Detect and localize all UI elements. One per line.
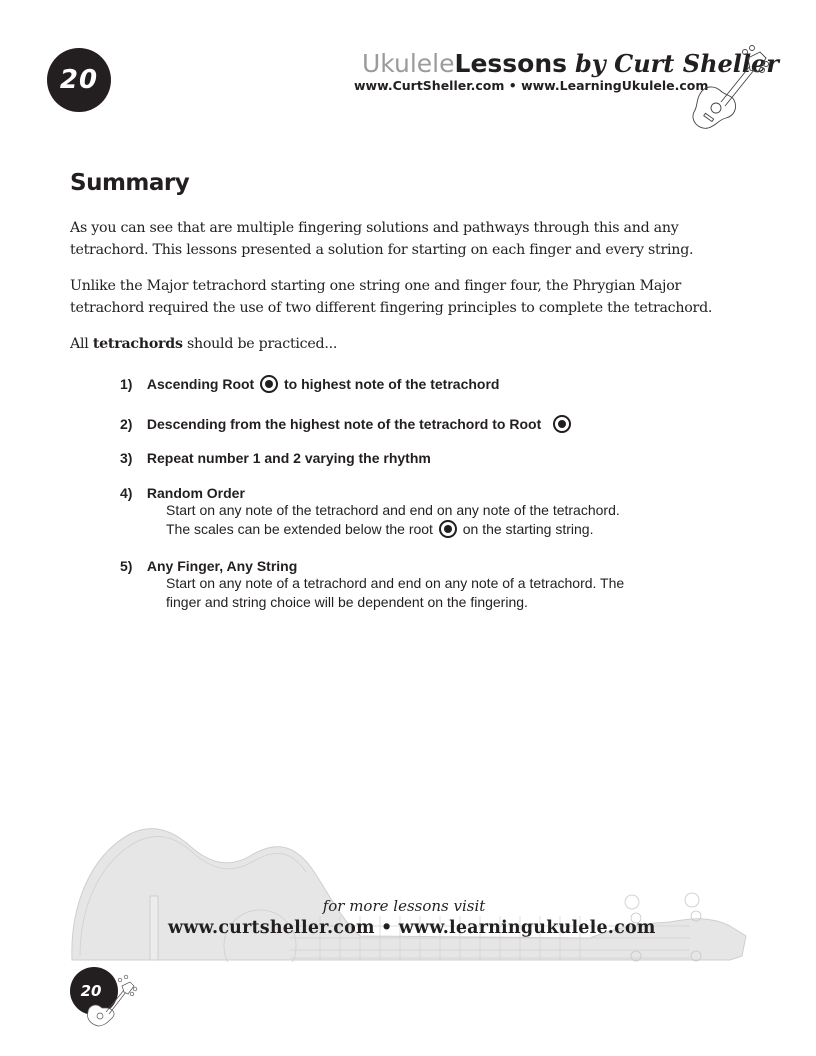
item-label: Any Finger, Any String — [146, 558, 298, 574]
list-item — [120, 558, 624, 612]
item-label-continued: to highest note of the tetrachord — [284, 376, 500, 392]
item-label: Random Order — [146, 485, 245, 501]
item-number: 5) — [120, 558, 133, 574]
ukulele-icon — [84, 972, 138, 1028]
list-item — [120, 415, 573, 433]
page-number-badge — [47, 48, 111, 112]
item-label: Ascending Root — [146, 376, 255, 392]
section-title: Summary — [70, 170, 190, 196]
footer-visit-label: for more lessons visit — [322, 897, 486, 915]
ukulele-silhouette-icon — [70, 826, 750, 962]
item-description-text: The scales can be extended below the root — [166, 521, 433, 537]
item-description: Start on any note of the tetrachord and end on any note of the tetrachord. — [166, 502, 620, 518]
list-item — [120, 450, 431, 466]
root-target-icon — [553, 415, 571, 433]
item-label: Descending from the highest note of the tetrachord to Root — [146, 416, 542, 432]
footer-urls: www.curtsheller.com • www.learningukulele.com — [168, 918, 656, 938]
item-description: finger and string choice will be dependent on the fingering. — [166, 594, 528, 610]
root-target-icon — [439, 520, 457, 538]
practice-bold-term: tetrachords — [92, 336, 183, 352]
brand-lessons: Lessons — [454, 49, 568, 78]
footer-page-number: 20 — [80, 982, 102, 1000]
page-number: 20 — [59, 65, 99, 95]
item-number: 3) — [120, 450, 133, 466]
header-urls: www.CurtSheller.com • www.LearningUkulele.com — [354, 78, 709, 93]
root-target-icon — [260, 375, 278, 393]
item-description-text: on the starting string. — [462, 521, 594, 537]
list-item — [120, 375, 499, 393]
ukulele-icon — [688, 44, 770, 132]
paragraph-intro: As you can see that are multiple fingering solutions and pathways through this and any tetrachord. This lessons presented a solution for starting on each finger and every string. — [70, 220, 694, 258]
paragraph-practice — [70, 333, 750, 355]
practice-suffix: should be practiced... — [182, 336, 338, 352]
brand-author: by Curt Sheller — [575, 49, 779, 78]
item-number: 4) — [120, 485, 133, 501]
item-description — [166, 520, 620, 539]
item-label: Repeat number 1 and 2 varying the rhythm — [146, 450, 431, 466]
footer-visit-text — [0, 897, 816, 915]
item-number: 1) — [120, 376, 133, 392]
brand-ukulele: Ukulele — [362, 49, 455, 78]
paragraph-comparison: Unlike the Major tetrachord starting one string one and finger four, the Phrygian Major tetrachord required the use of two different fingering principles to complete the tetrachord. — [70, 278, 713, 316]
list-item — [120, 485, 620, 539]
practice-prefix: All — [70, 336, 93, 352]
item-description: Start on any note of a tetrachord and end on any note of a tetrachord. The — [166, 575, 625, 591]
item-number: 2) — [120, 416, 133, 432]
